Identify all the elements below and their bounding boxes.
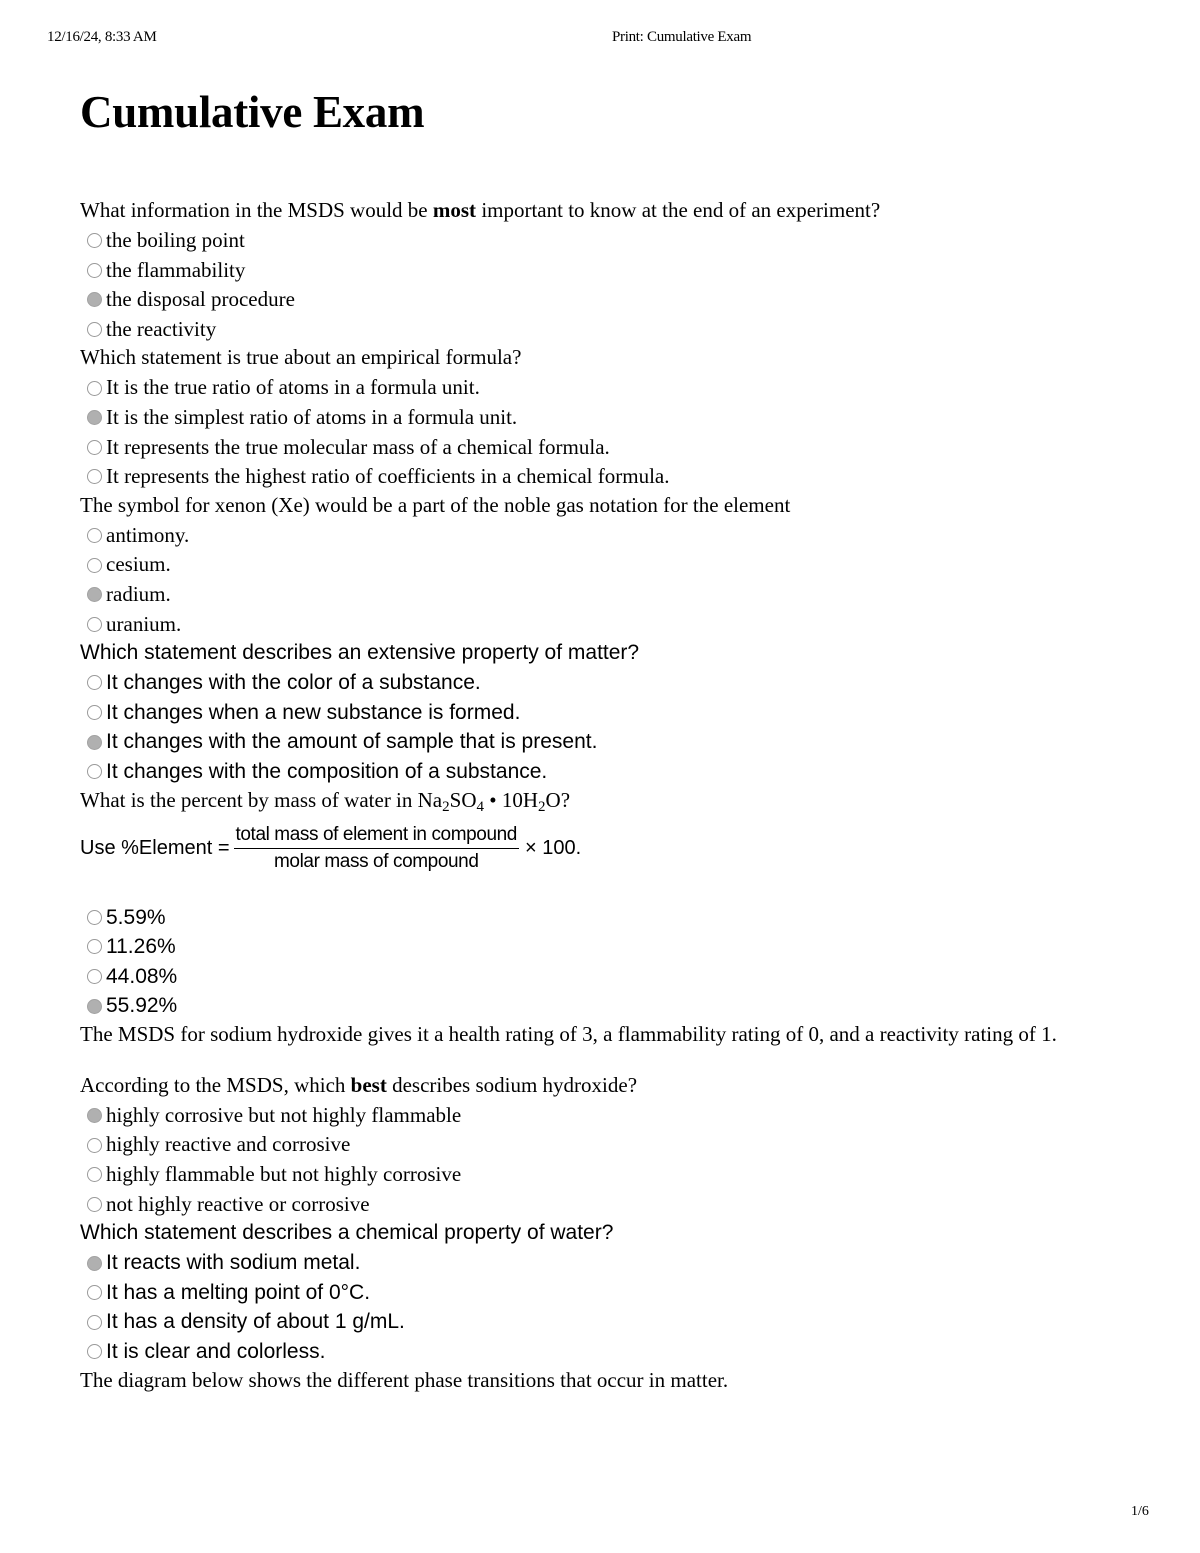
answer-option-label: the reactivity [106, 316, 217, 341]
subscript: 2 [442, 798, 450, 815]
answer-option-label: It changes when a new substance is formed. [106, 700, 521, 724]
answer-option-label: It is clear and colorless. [106, 1340, 326, 1364]
radio-button[interactable] [87, 999, 102, 1014]
answer-option[interactable] [80, 521, 1120, 551]
question-5 [80, 787, 1120, 1021]
answer-option[interactable] [80, 580, 1120, 610]
radio-button[interactable] [87, 1315, 102, 1330]
answer-option-label: uranium. [106, 611, 182, 636]
radio-button[interactable] [87, 764, 102, 779]
answer-option-label: highly corrosive but not highly flammable [106, 1102, 462, 1127]
radio-button[interactable] [87, 558, 102, 573]
answer-option-label: the boiling point [106, 228, 245, 252]
answer-option[interactable] [80, 285, 1120, 315]
radio-button[interactable] [87, 910, 102, 925]
question-5-text [80, 787, 1120, 814]
answer-option[interactable] [80, 610, 1120, 640]
formula-suffix: × 100. [524, 837, 582, 859]
answer-option-label: It reacts with sodium metal. [106, 1251, 361, 1275]
answer-option-label: 55.92% [106, 994, 178, 1018]
spacer [80, 880, 1120, 901]
radio-button[interactable] [87, 587, 102, 602]
radio-button[interactable] [87, 440, 102, 455]
answer-option[interactable] [80, 226, 1120, 256]
radio-button[interactable] [87, 969, 102, 984]
radio-button[interactable] [87, 1344, 102, 1359]
question-1-text-part: important to know at the end of an experiment? [476, 198, 881, 222]
answer-option[interactable] [80, 962, 1120, 992]
formula-numerator: total mass of element in compound [234, 824, 519, 849]
answer-option[interactable] [80, 698, 1120, 728]
answer-option[interactable] [80, 903, 1120, 933]
question-1-options [80, 226, 1120, 344]
answer-option-label: cesium. [106, 552, 171, 577]
radio-button[interactable] [87, 1197, 102, 1212]
answer-option[interactable] [80, 1307, 1120, 1337]
question-8 [80, 1367, 1120, 1394]
percent-element-formula [80, 818, 1120, 880]
question-5-text-part: • 10H [484, 787, 539, 812]
question-5-options [80, 903, 1120, 1021]
page-title: Cumulative Exam [80, 87, 425, 137]
question-4 [80, 639, 1120, 786]
radio-button[interactable] [87, 263, 102, 278]
radio-button[interactable] [87, 1167, 102, 1182]
answer-option-label: It is the true ratio of atoms in a formula unit. [106, 375, 480, 400]
answer-option-label: antimony. [106, 522, 190, 547]
subscript: 4 [476, 798, 484, 815]
answer-option-label: It represents the highest ratio of coefficients in a chemical formula. [106, 464, 670, 489]
radio-button[interactable] [87, 528, 102, 543]
radio-button[interactable] [87, 469, 102, 484]
question-3 [80, 492, 1120, 639]
answer-option[interactable] [80, 668, 1120, 698]
question-4-text: Which statement describes an extensive property of matter? [80, 641, 640, 665]
answer-option[interactable] [80, 727, 1120, 757]
answer-option-label: the disposal procedure [106, 287, 295, 312]
answer-option[interactable] [80, 991, 1120, 1021]
question-3-text: The symbol for xenon (Xe) would be a part of the noble gas notation for the element [80, 492, 791, 517]
question-2 [80, 344, 1120, 491]
answer-option-label: It changes with the composition of a substance. [106, 759, 548, 783]
subscript: 2 [538, 798, 546, 815]
radio-button[interactable] [87, 292, 102, 307]
answer-option[interactable] [80, 1101, 1120, 1131]
answer-option[interactable] [80, 757, 1120, 787]
radio-button[interactable] [87, 1108, 102, 1123]
question-5-text-part: SO [449, 787, 477, 812]
page-number: 1/6 [1131, 1504, 1149, 1519]
radio-button[interactable] [87, 410, 102, 425]
question-6 [80, 1021, 1120, 1219]
answer-option[interactable] [80, 373, 1120, 403]
question-7-text: Which statement describes a chemical property of water? [80, 1221, 614, 1245]
question-6-text [80, 1072, 1120, 1099]
exam-content [80, 197, 1120, 1394]
radio-button[interactable] [87, 381, 102, 396]
question-6-text-part: According to the MSDS, which [80, 1072, 351, 1097]
answer-option-label: It has a melting point of 0°C. [106, 1280, 371, 1304]
answer-option[interactable] [80, 932, 1120, 962]
answer-option-label: It has a density of about 1 g/mL. [106, 1310, 405, 1334]
answer-option[interactable] [80, 433, 1120, 463]
formula-fraction [234, 824, 519, 873]
question-1 [80, 197, 1120, 344]
question-7-options [80, 1248, 1120, 1366]
question-6-stem: The MSDS for sodium hydroxide gives it a health rating of 3, a flammability rating of 0, and a reactivity rating of 1. [80, 1021, 1057, 1046]
answer-option-label: the flammability [106, 257, 246, 282]
question-5-text-part: What is the percent by mass of water in Na [80, 787, 443, 812]
print-datetime: 12/16/24, 8:33 AM [47, 29, 157, 45]
answer-option-label: It represents the true molecular mass of a chemical formula. [106, 434, 610, 459]
spacer [80, 1048, 1120, 1072]
radio-button[interactable] [87, 233, 102, 248]
question-1-text-part: What information in the MSDS would be [80, 198, 433, 222]
question-1-text [80, 197, 1120, 224]
question-5-text-part: O? [545, 787, 571, 812]
radio-button[interactable] [87, 939, 102, 954]
answer-option[interactable] [80, 1190, 1120, 1220]
answer-option[interactable] [80, 403, 1120, 433]
radio-button[interactable] [87, 1256, 102, 1271]
answer-option[interactable] [80, 1337, 1120, 1367]
answer-option-label: It changes with the amount of sample that is present. [106, 730, 598, 754]
question-3-options [80, 521, 1120, 639]
question-2-options [80, 373, 1120, 491]
question-2-text: Which statement is true about an empirical formula? [80, 345, 522, 370]
radio-button[interactable] [87, 1285, 102, 1300]
answer-option[interactable] [80, 315, 1120, 345]
answer-option-label: 11.26% [106, 935, 176, 959]
question-1-emphasis: most [432, 198, 477, 222]
radio-button[interactable] [87, 675, 102, 690]
answer-option[interactable] [80, 1278, 1120, 1308]
answer-option-label: not highly reactive or corrosive [106, 1191, 370, 1216]
formula-prefix: Use %Element = [80, 837, 230, 859]
question-6-emphasis: best [350, 1072, 387, 1097]
answer-option-label: highly flammable but not highly corrosive [106, 1162, 462, 1187]
answer-option[interactable] [80, 550, 1120, 580]
answer-option-label: radium. [106, 581, 171, 606]
radio-button[interactable] [87, 705, 102, 720]
answer-option[interactable] [80, 1160, 1120, 1190]
question-7 [80, 1219, 1120, 1366]
radio-button[interactable] [87, 322, 102, 337]
question-6-text-part: describes sodium hydroxide? [386, 1072, 638, 1097]
answer-option-label: 5.59% [106, 905, 166, 929]
answer-option-label: It is the simplest ratio of atoms in a formula unit. [106, 404, 518, 429]
question-4-options [80, 668, 1120, 786]
answer-option-label: highly reactive and corrosive [106, 1132, 351, 1157]
answer-option-label: It changes with the color of a substance. [106, 671, 481, 695]
formula-denominator: molar mass of compound [273, 851, 479, 872]
radio-button[interactable] [87, 1138, 102, 1153]
print-title: Print: Cumulative Exam [612, 29, 752, 45]
question-8-text: The diagram below shows the different phase transitions that occur in matter. [80, 1367, 729, 1392]
question-6-options [80, 1101, 1120, 1219]
radio-button[interactable] [87, 735, 102, 750]
answer-option[interactable] [80, 1130, 1120, 1160]
answer-option[interactable] [80, 462, 1120, 492]
answer-option[interactable] [80, 1248, 1120, 1278]
radio-button[interactable] [87, 617, 102, 632]
answer-option[interactable] [80, 256, 1120, 286]
answer-option-label: 44.08% [106, 964, 178, 988]
